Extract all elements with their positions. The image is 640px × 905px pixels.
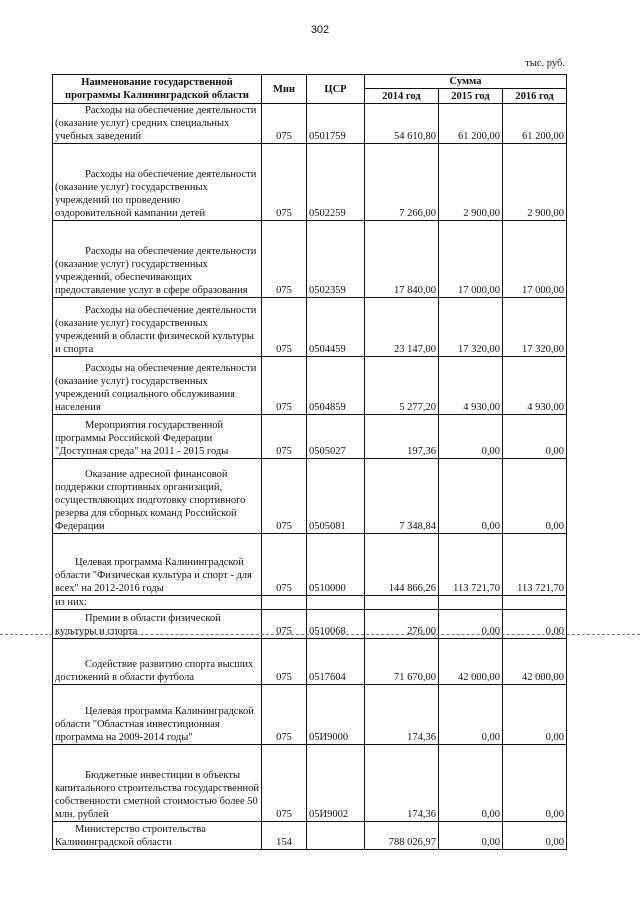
table-row: Целевая программа Калининградской области "Областная инвестиционная программа на 2009-2014 годы" 075 05И9000 174,36 0,00 0,00 [53, 685, 567, 745]
header-row-top [53, 75, 567, 89]
header-csr: ЦСР [307, 75, 365, 104]
header-min: Мин [262, 75, 307, 104]
budget-table [52, 74, 567, 850]
table-row-total: Министерство строительства Калининградской области 154 788 026,97 0,00 0,00 [53, 822, 567, 850]
table-row: Расходы на обеспечение деятельности (оказание услуг) государственных учреждений в области физической культуры и спорта 075 0504459 23 147,00 17 320,00 17 320,00 [53, 298, 567, 357]
header-name: Наименование государственной программы Калининградской области [53, 75, 262, 104]
table-row: из них: [53, 596, 567, 610]
table-row: Бюджетные инвестиции в объекты капитального строительства государственной собственности сметной стоимостью более 50 млн. рублей 075 05И9002 174,36 0,00 0,00 [53, 745, 567, 822]
page-number: 302 [310, 24, 330, 36]
table-row: Содействие развитию спорта высших достижений в области футбола 075 0517604 71 670,00 42 000,00 42 000,00 [53, 639, 567, 685]
header-sum: Сумма [365, 75, 567, 89]
table-row: Мероприятия государственной программы Российской Федерации "Доступная среда" на 2011 - 2015 годы 075 0505027 197,36 0,00 0,00 [53, 415, 567, 459]
table-row: Премии в области физической культуры и спорта 075 0510068 276,00 0,00 0,00 [53, 610, 567, 639]
units-label: тыс. руб. [525, 58, 565, 69]
table-row: Расходы на обеспечение деятельности (оказание услуг) государственных учреждений, обеспечивающих предоставление услуг в сфере образования 075 0502359 17 840,00 17 000,00 17 000,00 [53, 221, 567, 298]
table-row: Расходы на обеспечение деятельности (оказание услуг) средних специальных учебных заведений 075 0501759 54 610,80 61 200,00 61 200,00 [53, 104, 567, 144]
header-2015: 2015 год [439, 89, 503, 104]
table-row: Расходы на обеспечение деятельности (оказание услуг) государственных учреждений социального обслуживания населения 075 0504859 5 277,20 4 930,00 4 930,00 [53, 357, 567, 415]
table-row: Оказание адресной финансовой поддержки спортивных организаций, осуществляющих подготовку спортивного резерва для сборных команд Российской Федерации 075 0505081 7 348,84 0,00 0,00 [53, 459, 567, 534]
table-row: Целевая программа Калининградской области "Физическая культура и спорт - для всех" на 2012-2016 годы 075 0510000 144 866,26 113 721,70 113 721,70 [53, 534, 567, 596]
table-row: Расходы на обеспечение деятельности (оказание услуг) государственных учреждений по проведению оздоровительной кампании детей 075 0502259 7 266,00 2 900,00 2 900,00 [53, 144, 567, 221]
header-2016: 2016 год [503, 89, 567, 104]
scan-artifact-line [0, 634, 640, 635]
header-2014: 2014 год [365, 89, 439, 104]
